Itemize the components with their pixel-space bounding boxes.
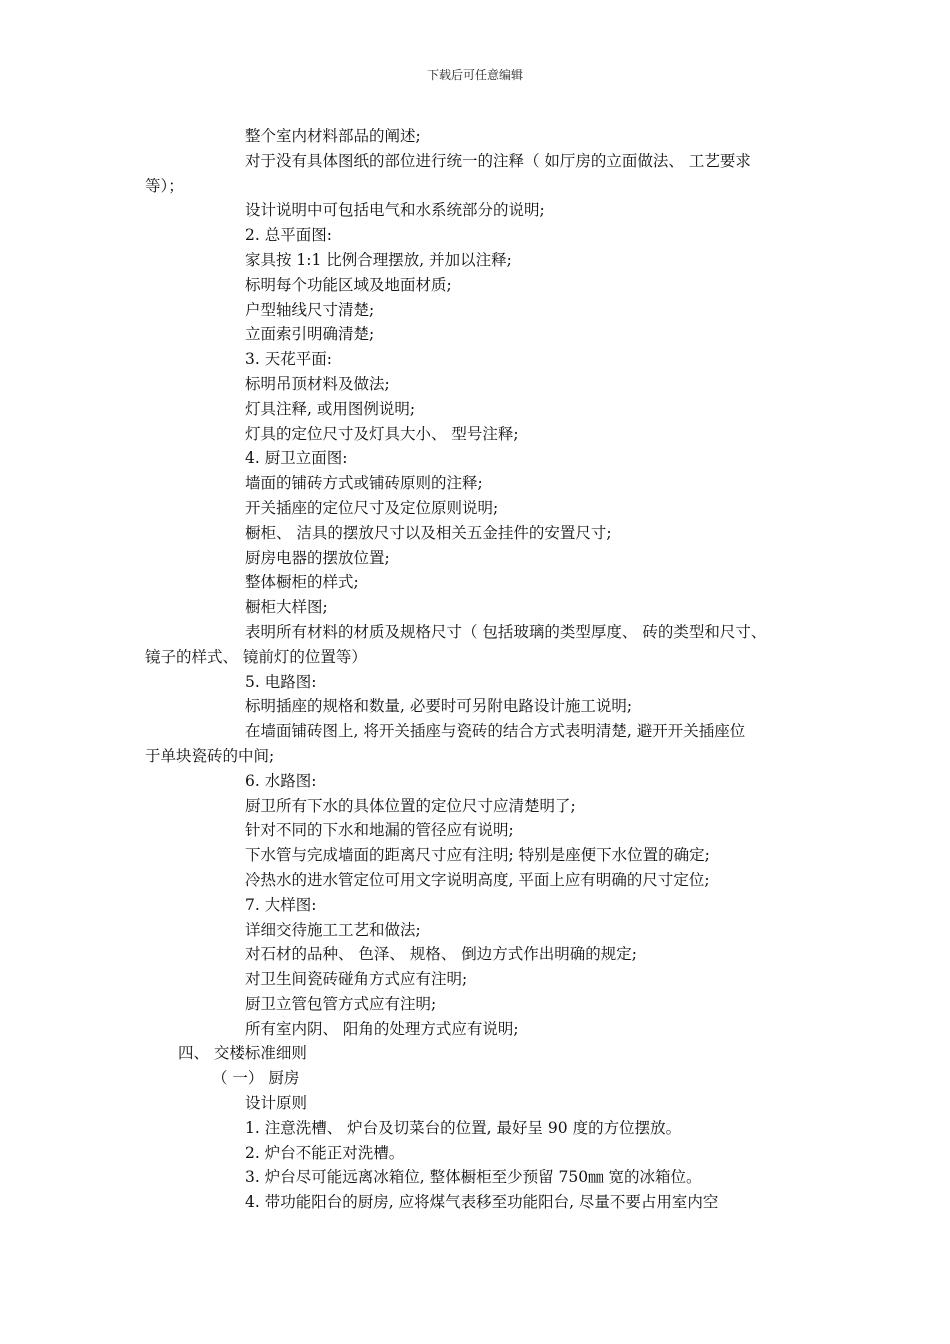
text-line: 户型轴线尺寸清楚; [245,300,375,319]
text-line: 对卫生间瓷砖碰角方式应有注明; [245,970,468,989]
text-line: 设计说明中可包括电气和水系统部分的说明; [245,201,545,220]
text-line: 下水管与完成墙面的距离尺寸应有注明; 特别是座便下水位置的确定; [245,846,710,865]
text-line: 标明插座的规格和数量, 必要时可另附电路设计施工说明; [245,697,633,716]
text-line: 2. 炉台不能正对洗槽。 [245,1143,405,1162]
text-line: 5. 电路图: [245,672,317,691]
text-line: 标明吊顶材料及做法; [245,374,390,393]
text-line: 针对不同的下水和地漏的管径应有说明; [245,821,514,840]
document-body [145,124,810,1215]
text-line: 7. 大样图: [245,895,317,914]
text-line: 立面索引明确清楚; [245,325,375,344]
text-line: 橱柜、 洁具的摆放尺寸以及相关五金挂件的安置尺寸; [245,523,612,542]
text-line: 4. 厨卫立面图: [245,449,348,468]
text-line: 1. 注意洗槽、 炉台及切菜台的位置, 最好呈 90 度的方位摆放。 [245,1118,682,1137]
text-line: 墙面的铺砖方式或铺砖原则的注释; [245,474,483,493]
text-line: 开关插座的定位尺寸及定位原则说明; [245,498,499,517]
text-line: 2. 总平面图: [245,226,332,245]
text-line: 设计原则 [245,1094,308,1113]
text-line: 厨房电器的摆放位置; [245,548,390,567]
text-line: 等）； [145,176,184,195]
text-line: 四、 交楼标准细则 [178,1044,307,1063]
text-line: 厨卫所有下水的具体位置的定位尺寸应清楚明了; [245,796,576,815]
text-line: 表明所有材料的材质及规格尺寸（ 包括玻璃的类型厚度、 砖的类型和尺寸、 [245,622,767,641]
text-line: 灯具的定位尺寸及灯具大小、 型号注释; [245,424,519,443]
text-line: 橱柜大样图; [245,598,328,617]
text-line: 在墙面铺砖图上, 将开关插座与瓷砖的结合方式表明清楚, 避开开关插座位 [245,722,746,741]
text-line: 冷热水的进水管定位可用文字说明高度, 平面上应有明确的尺寸定位; [245,870,710,889]
text-line: 3. 炉台尽可能远离冰箱位, 整体橱柜至少预留 750㎜ 宽的冰箱位。 [245,1168,702,1187]
page-header: 下载后可任意编辑 [426,68,523,82]
text-line: 3. 天花平面: [245,350,332,369]
text-line: 整体橱柜的样式; [245,573,359,592]
text-line: 标明每个功能区域及地面材质; [245,275,452,294]
text-line: 整个室内材料部品的阐述; [245,127,421,145]
text-line: 所有室内阴、 阳角的处理方式应有说明; [245,1019,519,1038]
text-line: 对石材的品种、 色泽、 规格、 倒边方式作出明确的规定; [245,945,638,964]
text-line: （ 一） 厨房 [212,1069,300,1088]
text-line: 4. 带功能阳台的厨房, 应将煤气表移至功能阳台, 尽量不要占用室内空 [245,1193,719,1212]
text-line: 镜子的样式、 镜前灯的位置等） [145,647,367,666]
text-line: 家具按 1:1 比例合理摆放, 并加以注释; [245,250,512,269]
text-line: 详细交待施工工艺和做法; [245,920,421,939]
text-line: 6. 水路图: [245,771,317,790]
text-line: 厨卫立管包管方式应有注明; [245,994,437,1013]
text-line: 灯具注释, 或用图例说明; [245,399,416,418]
text-line: 对于没有具体图纸的部位进行统一的注释（ 如厅房的立面做法、 工艺要求 [245,151,751,170]
text-line: 于单块瓷砖的中间; [145,746,275,765]
